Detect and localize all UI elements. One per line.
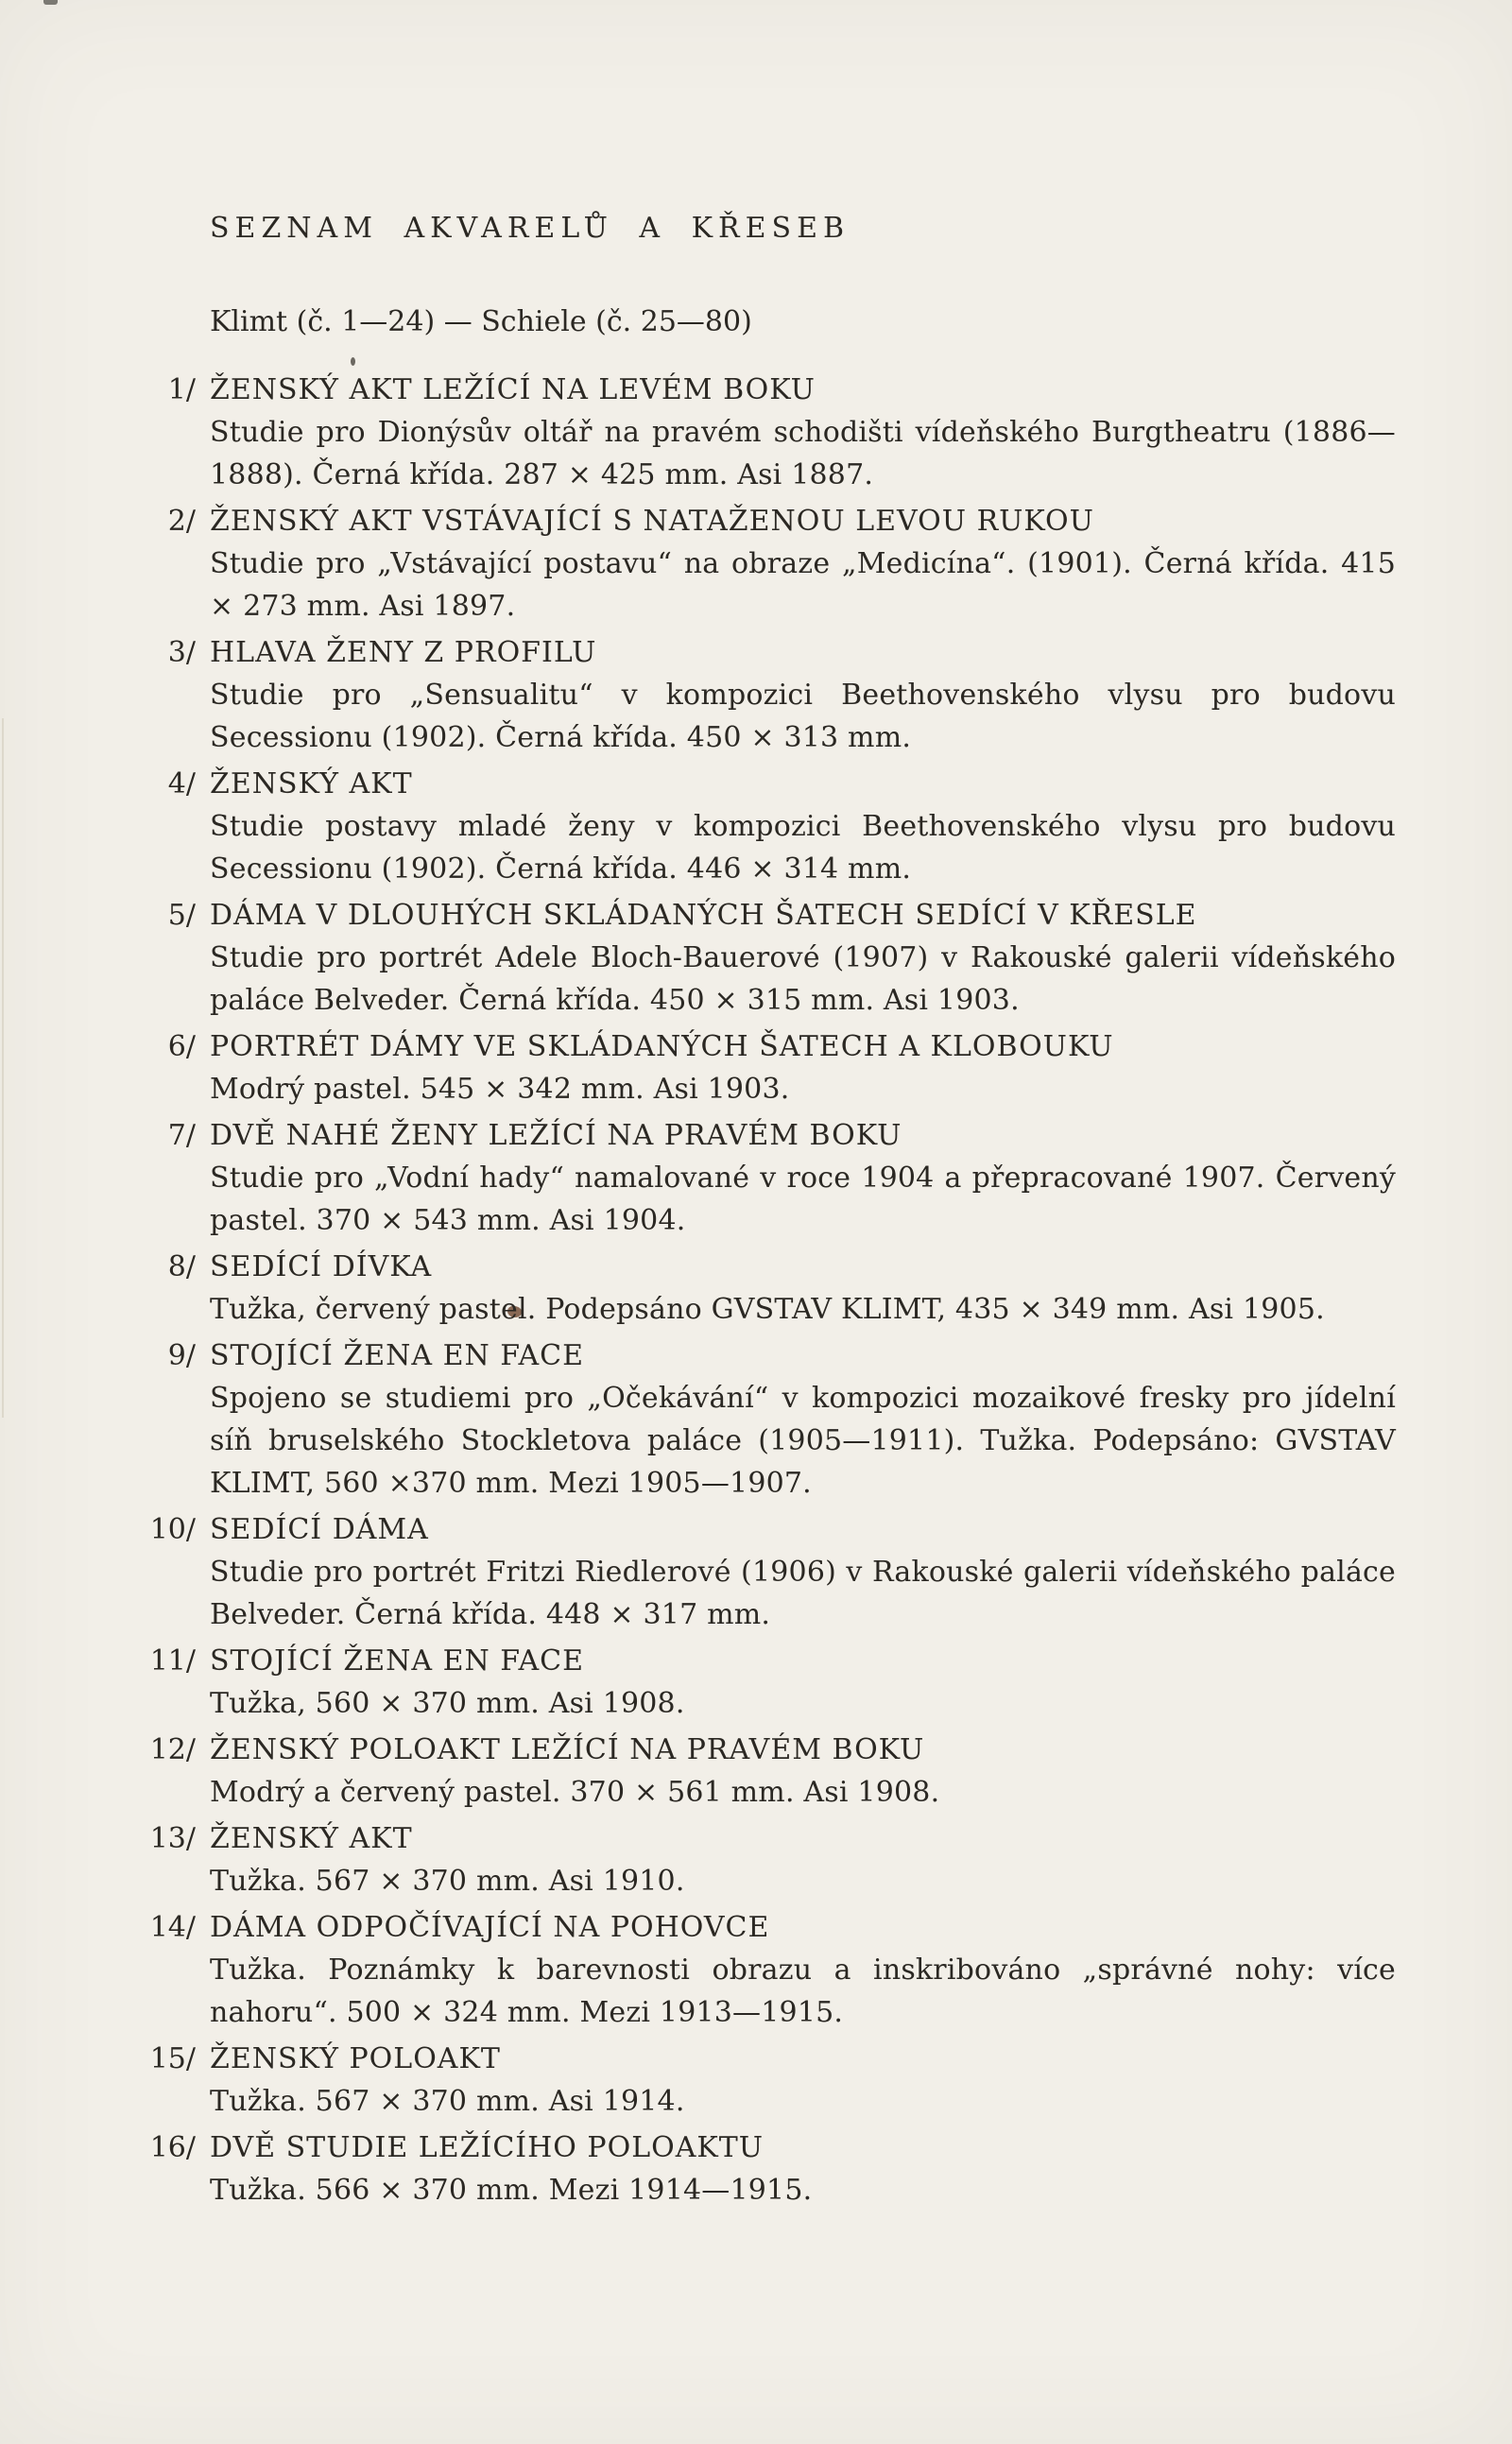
entry-title: ŽENSKÝ AKT [210,767,413,800]
entry-description: Tužka, 560 × 370 mm. Asi 1908. [210,1687,685,1720]
entry-title: DÁMA V DLOUHÝCH SKLÁDANÝCH ŠATECH SEDÍCÍ V KŘESLE [210,899,1197,932]
entry-number: 4/ [167,767,196,800]
entry-number: 5/ [167,899,196,932]
entry-number: 6/ [167,1030,196,1063]
entry-number: 16/ [149,2131,196,2164]
entry-description: Spojeno se studiemi pro „Očekávání“ v kompozici mozaikové fresky pro jídelní síň bruselského Stockletova paláce (1905—1911). Tužka. Podepsáno: GVSTAV KLIMT, 560 ×370 mm. Mezi 1905—1907. [210,1382,1396,1500]
catalog-entry [167,500,1396,628]
entry-title: PORTRÉT DÁMY VE SKLÁDANÝCH ŠATECH A KLOBOUKU [210,1030,1114,1063]
entry-number: 9/ [167,1339,196,1372]
catalog-entry [149,2126,1396,2212]
entry-description: Studie pro „Sensualitu“ v kompozici Beethovenského vlysu pro budovu Secessionu (1902). Černá křída. 450 × 313 mm. [210,679,1396,754]
entry-number: 1/ [167,373,196,406]
entry-title: DVĚ STUDIE LEŽÍCÍHO POLOAKTU [210,2131,765,2164]
catalog-entry [149,1729,1396,1814]
entry-number: 8/ [167,1250,196,1283]
scan-speck-icon [43,0,58,5]
entry-description: Tužka. 567 × 370 mm. Asi 1914. [210,2085,685,2118]
catalog-entry [167,1334,1396,1505]
entry-title: ŽENSKÝ POLOAKT [210,2042,501,2075]
entry-description: Studie pro „Vstávající postavu“ na obraze „Medicína“. (1901). Černá křída. 415 × 273 mm. Asi 1897. [210,547,1396,623]
catalog-entry [149,1906,1396,2034]
entry-title: ŽENSKÝ AKT VSTÁVAJÍCÍ S NATAŽENOU LEVOU RUKOU [210,505,1094,538]
entry-title: SEDÍCÍ DÁMA [210,1513,429,1546]
entry-number: 12/ [149,1733,196,1766]
entry-title: ŽENSKÝ AKT [210,1822,413,1855]
entry-number: 2/ [167,505,196,538]
catalog-entries-list [149,369,1396,2212]
catalog-entry [149,1817,1396,1902]
entry-number: 13/ [149,1822,196,1855]
catalog-entry [149,2038,1396,2123]
entry-number: 15/ [149,2042,196,2075]
entry-description: Studie pro „Vodní hady“ namalované v roce 1904 a přepracované 1907. Červený pastel. 370 × 543 mm. Asi 1904. [210,1162,1396,1237]
catalog-entry [167,1025,1396,1110]
entry-title: SEDÍCÍ DÍVKA [210,1250,433,1283]
entry-title: DVĚ NAHÉ ŽENY LEŽÍCÍ NA PRAVÉM BOKU [210,1119,902,1152]
entry-description: Tužka. Poznámky k barevnosti obrazu a inskribováno „správné nohy: více nahoru“. 500 × 324 mm. Mezi 1913—1915. [210,1953,1396,2029]
entry-number: 11/ [149,1644,196,1678]
page-edge-line [2,718,4,1418]
entry-description: Studie postavy mladé ženy v kompozici Beethovenského vlysu pro budovu Secessionu (1902). Černá křída. 446 × 314 mm. [210,810,1396,886]
entry-description: Modrý a červený pastel. 370 × 561 mm. Asi 1908. [210,1776,940,1809]
entry-description: Studie pro portrét Fritzi Riedlerové (1906) v Rakouské galerii vídeňského paláce Belveder. Černá křída. 448 × 317 mm. [210,1556,1396,1631]
entry-title: STOJÍCÍ ŽENA EN FACE [210,1644,584,1678]
catalog-entry [149,1640,1396,1725]
catalog-entry [167,763,1396,890]
catalog-entry [167,894,1396,1022]
entry-description: Tužka, červený pastel. Podepsáno GVSTAV KLIMT, 435 × 349 mm. Asi 1905. [210,1293,1325,1326]
entry-number: 10/ [149,1513,196,1546]
page-title: SEZNAM AKVARELŮ A KŘESEB [210,212,850,245]
entry-number: 14/ [149,1911,196,1944]
entry-description: Tužka. 566 × 370 mm. Mezi 1914—1915. [210,2174,813,2207]
catalog-entry [167,1246,1396,1331]
entry-description: Studie pro portrét Adele Bloch-Bauerové (1907) v Rakouské galerii vídeňského paláce Belveder. Černá křída. 450 × 315 mm. Asi 1903. [210,941,1396,1017]
entry-title: DÁMA ODPOČÍVAJÍCÍ NA POHOVCE [210,1911,770,1944]
entry-number: 3/ [167,636,196,669]
page-content [149,212,1396,2215]
entry-title: ŽENSKÝ AKT LEŽÍCÍ NA LEVÉM BOKU [210,373,816,406]
entry-description: Modrý pastel. 545 × 342 mm. Asi 1903. [210,1073,790,1106]
entry-title: HLAVA ŽENY Z PROFILU [210,636,597,669]
catalog-entry [167,631,1396,759]
catalog-entry [167,1114,1396,1242]
page-subtitle: Klimt (č. 1—24) — Schiele (č. 25—80) [210,305,752,338]
catalog-entry [167,369,1396,496]
entry-number: 7/ [167,1119,196,1152]
entry-description: Studie pro Dionýsův oltář na pravém schodišti vídeňského Burgtheatru (1886—1888). Černá křída. 287 × 425 mm. Asi 1887. [210,416,1396,491]
entry-title: STOJÍCÍ ŽENA EN FACE [210,1339,584,1372]
catalog-entry [149,1508,1396,1636]
entry-description: Tužka. 567 × 370 mm. Asi 1910. [210,1865,685,1898]
entry-title: ŽENSKÝ POLOAKT LEŽÍCÍ NA PRAVÉM BOKU [210,1733,925,1766]
